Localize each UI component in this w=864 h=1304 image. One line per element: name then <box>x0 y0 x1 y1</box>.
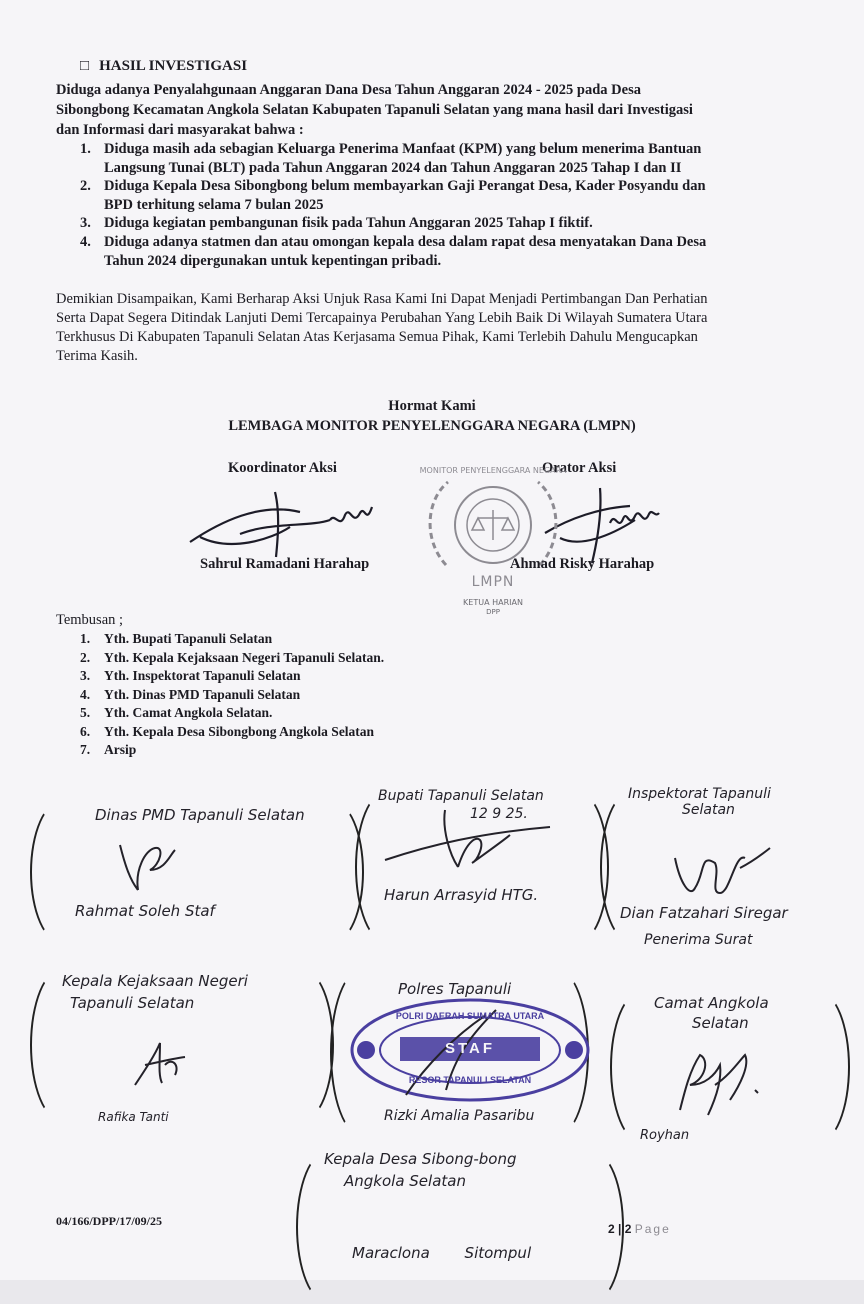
footer-page-indicator <box>608 1222 671 1236</box>
inspektorat-receipt-name: Dian Fatzahari Siregar <box>620 904 788 922</box>
footer-page-number: 2 | 2 <box>608 1222 632 1236</box>
orator-role: Orator Aksi <box>542 460 617 476</box>
finding-number: 4. <box>80 234 91 250</box>
inspektorat-receipt-title: Inspektorat Tapanuli <box>628 786 771 802</box>
right-bracket <box>270 968 334 1122</box>
polres-stamp-mid-text: STAF <box>444 1040 496 1057</box>
bupati-receipt-title: Bupati Tapanuli Selatan <box>378 788 544 804</box>
bupati-receipt-signature <box>380 805 570 875</box>
kades-receipt-title: Kepala Desa Sibong-bong <box>324 1150 517 1168</box>
kades-receipt-title-line2: Angkola Selatan <box>344 1172 466 1190</box>
tembusan-item: 1. Yth. Bupati Tapanuli Selatan <box>80 631 273 646</box>
finding-line: Diduga masih ada sebagian Keluarga Penerima Manfaat (KPM) yang belum menerima Bantuan <box>104 141 702 157</box>
finding-line: BPD terhitung selama 7 bulan 2025 <box>104 197 324 213</box>
polres-stamp-bottom-text: RESOR TAPANULI SELATAN <box>408 1075 532 1085</box>
lmpn-stamp-sub1: KETUA HARIAN <box>463 598 523 607</box>
tembusan-item: 4. Yth. Dinas PMD Tapanuli Selatan <box>80 686 301 702</box>
tembusan-item: 7. Arsip <box>80 742 137 757</box>
left-bracket <box>30 800 94 944</box>
coordinator-name: Sahrul Ramadani Harahap <box>200 556 370 572</box>
intro-line: dan Informasi dari masyarakat bahwa : <box>56 122 304 138</box>
intro-paragraph <box>56 80 796 140</box>
camat-receipt-title: Camat Angkola <box>654 994 769 1012</box>
finding-line: Diduga adanya statmen dan atau omongan kepala desa dalam rapat desa menyatakan Dana Desa <box>104 234 707 250</box>
camat-receipt-signature <box>660 1045 770 1120</box>
finding-line: Diduga Kepala Desa Sibongbong belum membayarkan Gaji Perangat Desa, Kader Posyandu dan <box>104 178 706 194</box>
intro-line: Sibongbong Kecamatan Angkola Selatan Kabupaten Tapanuli Selatan yang mana hasil dari Investigasi <box>56 102 693 118</box>
tembusan-list <box>80 630 384 760</box>
left-bracket <box>30 968 94 1122</box>
kejaksaan-receipt-signature <box>130 1035 190 1090</box>
tembusan-item: 5. Yth. Camat Angkola Selatan. <box>80 705 273 720</box>
lmpn-stamp-abbr: LMPN <box>471 574 515 590</box>
finding-line: Tahun 2024 dipergunakan untuk kepentingan pribadi. <box>104 253 442 269</box>
finding-number: 2. <box>80 178 91 194</box>
checkbox-bullet-icon: □ <box>80 58 90 74</box>
lmpn-stamp-sub2: DPP <box>486 608 500 616</box>
closing-line: Serta Dapat Segera Ditindak Lanjuti Demi Tercapainya Perubahan Yang Lebih Baik Di Wilayah Sumatera Utara <box>56 310 708 326</box>
kades-receipt-name: Maraclona Sitompul <box>352 1244 532 1262</box>
section-heading <box>80 58 247 75</box>
right-bracket <box>786 990 850 1144</box>
camat-receipt-title-line2: Selatan <box>692 1014 749 1032</box>
finding-number: 3. <box>80 215 91 231</box>
footer-page-word: Page <box>634 1222 671 1236</box>
closing-line: Demikian Disampaikan, Kami Berharap Aksi Unjuk Rasa Kami Ini Dapat Menjadi Pertimbangan Dan Perhatian <box>56 291 708 307</box>
tembusan-title: Tembusan ; <box>56 612 124 628</box>
kejaksaan-receipt-name: Rafika Tanti <box>98 1110 169 1124</box>
kejaksaan-receipt-title: Kepala Kejaksaan Negeri <box>62 972 248 990</box>
lmpn-stamp-ring-text: MONITOR PENYELENGGARA NEGARA <box>419 466 567 475</box>
polres-stamp <box>346 995 594 1105</box>
finding-line: Diduga kegiatan pembangunan fisik pada Tahun Anggaran 2025 Tahap I fiktif. <box>104 215 593 231</box>
inspektorat-receipt-signature <box>665 838 775 903</box>
coordinator-role: Koordinator Aksi <box>228 460 337 476</box>
polres-receipt-name: Rizki Amalia Pasaribu <box>384 1108 535 1124</box>
closing-line: Terima Kasih. <box>56 348 138 364</box>
inspektorat-receipt-role: Penerima Surat <box>644 932 753 948</box>
dinas-receipt-signature <box>110 840 180 895</box>
bupati-receipt-name: Harun Arrasyid HTG. <box>384 886 539 904</box>
inspektorat-receipt-title-line2: Selatan <box>682 802 735 818</box>
kejaksaan-receipt-title-line2: Tapanuli Selatan <box>70 994 195 1012</box>
signoff-greeting: Hormat Kami <box>388 398 476 414</box>
bupati-receipt-date: 12 9 25. <box>470 806 528 822</box>
tembusan-item: 2. Yth. Kepala Kejaksaan Negeri Tapanuli Selatan. <box>80 649 385 665</box>
dinas-receipt-name: Rahmat Soleh Staf <box>75 902 215 920</box>
closing-line: Terkhusus Di Kabupaten Tapanuli Selatan Atas Kerjasama Semua Pihak, Kami Terlebih Dahulu Mengucapkan <box>56 329 698 345</box>
closing-paragraph <box>56 290 816 366</box>
orator-name: Ahmad Risky Harahap <box>510 556 655 572</box>
signoff-organization: LEMBAGA MONITOR PENYELENGGARA NEGARA (LMPN) <box>228 418 636 434</box>
camat-receipt-name: Royhan <box>640 1128 690 1143</box>
polres-stamp-top-text: POLRI DAERAH SUMATRA UTARA <box>395 1011 545 1021</box>
polres-receipt-title: Polres Tapanuli <box>398 980 512 998</box>
coordinator-signature <box>180 482 380 562</box>
tembusan-item: 6. Yth. Kepala Desa Sibongbong Angkola Selatan <box>80 723 375 739</box>
section-title: HASIL INVESTIGASI <box>99 58 248 74</box>
lmpn-stamp <box>418 466 568 616</box>
footer-reference: 04/166/DPP/17/09/25 <box>56 1214 162 1228</box>
intro-line: Diduga adanya Penyalahgunaan Anggaran Dana Desa Tahun Anggaran 2024 - 2025 pada Desa <box>56 82 641 98</box>
dinas-receipt-title: Dinas PMD Tapanuli Selatan <box>95 806 305 824</box>
finding-number: 1. <box>80 141 91 157</box>
finding-line: Langsung Tunai (BLT) pada Tahun Anggaran 2024 dan Tahun Anggaran 2025 Tahap I dan II <box>104 160 682 176</box>
tembusan-item: 3. Yth. Inspektorat Tapanuli Selatan <box>80 668 301 683</box>
